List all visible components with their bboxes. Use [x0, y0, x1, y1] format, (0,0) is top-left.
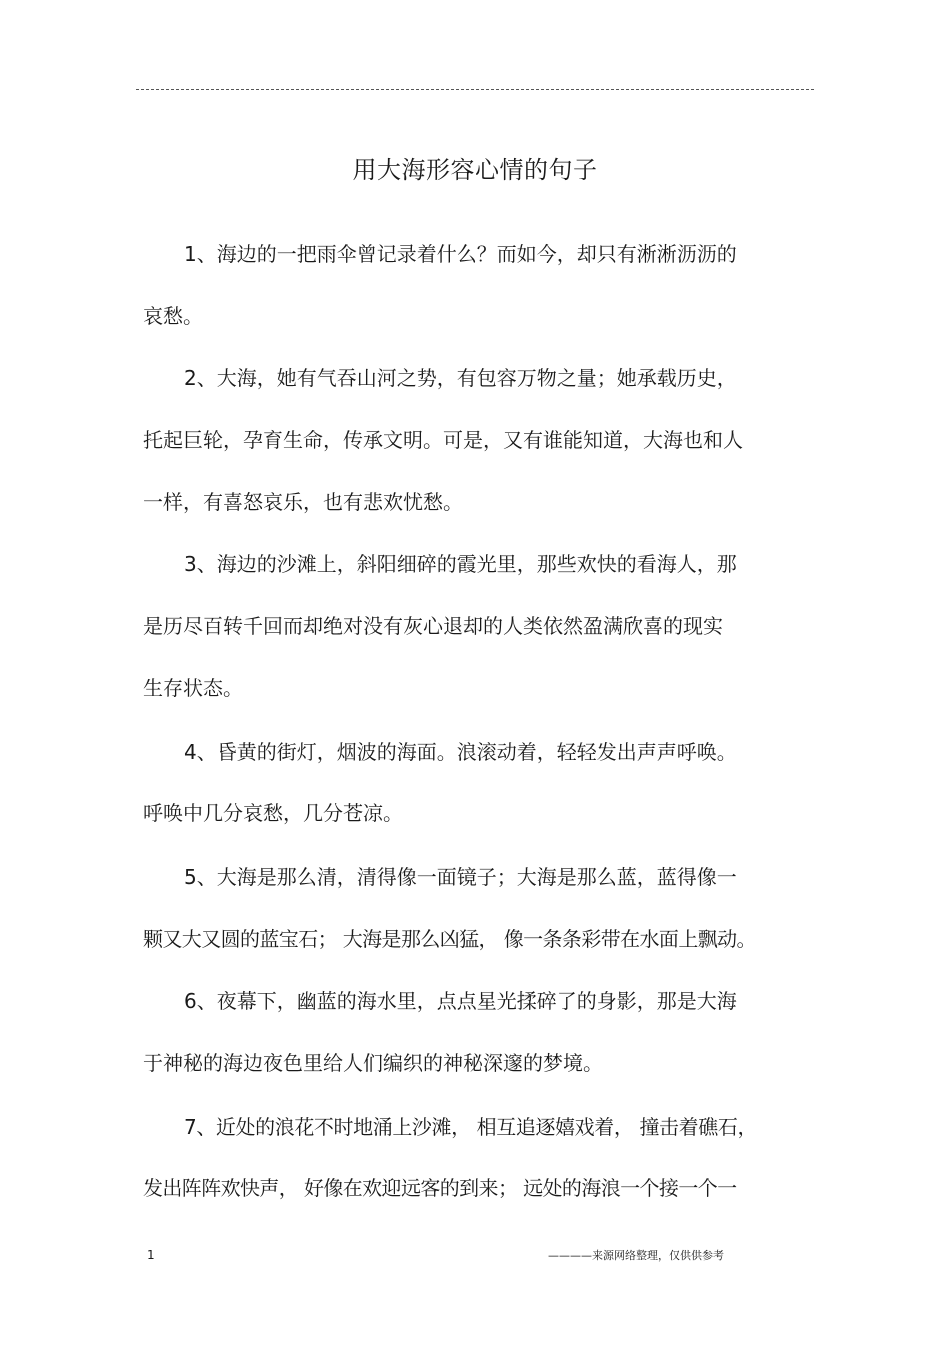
paragraph-3-line-2: 是历尽百转千回而却绝对没有灰心退却的人类依然盈满欣喜的现实	[143, 614, 723, 638]
paragraph-2-line-1: 2、大海，她有气吞山河之势，有包容万物之量；她承载历史，	[184, 366, 737, 390]
paragraph-5-line-2: 颗又大又圆的蓝宝石； 大海是那么凶猛， 像一条条彩带在水面上飘动。	[143, 927, 756, 951]
paragraph-7-line-1: 7、近处的浪花不时地涌上沙滩， 相互追逐嬉戏着， 撞击着礁石，	[184, 1115, 758, 1139]
paragraph-6-line-1: 6、夜幕下，幽蓝的海水里，点点星光揉碎了的身影，那是大海	[184, 989, 737, 1013]
paragraph-3-line-3: 生存状态。	[143, 676, 243, 700]
paragraph-4-line-2: 呼唤中几分哀愁，几分苍凉。	[143, 801, 403, 825]
paragraph-3-line-1: 3、海边的沙滩上，斜阳细碎的霞光里，那些欢快的看海人，那	[184, 552, 737, 576]
paragraph-5-line-1: 5、大海是那么清，清得像一面镜子；大海是那么蓝，蓝得像一	[184, 865, 737, 889]
paragraph-4-line-1: 4、昏黄的街灯，烟波的海面。浪滚动着，轻轻发出声声呼唤。	[184, 740, 737, 764]
paragraph-6-line-2: 于神秘的海边夜色里给人们编织的神秘深邃的梦境。	[143, 1051, 603, 1075]
paragraph-1-line-1: 1、海边的一把雨伞曾记录着什么？而如今，却只有淅淅沥沥的	[184, 242, 737, 266]
paragraph-7-line-2: 发出阵阵欢快声， 好像在欢迎远客的到来； 远处的海浪一个接一个一	[143, 1176, 737, 1200]
paragraph-2-line-3: 一样，有喜怒哀乐，也有悲欢忧愁。	[143, 490, 463, 514]
paragraph-2-line-2: 托起巨轮，孕育生命，传承文明。可是，又有谁能知道，大海也和人	[143, 428, 743, 452]
header-dashed-rule	[136, 89, 814, 90]
document-title: 用大海形容心情的句子	[352, 156, 598, 184]
source-note: ————来源网络整理，仅供供参考	[548, 1249, 724, 1262]
paragraph-1-line-2: 哀愁。	[143, 304, 203, 328]
page-number: 1	[147, 1248, 155, 1262]
